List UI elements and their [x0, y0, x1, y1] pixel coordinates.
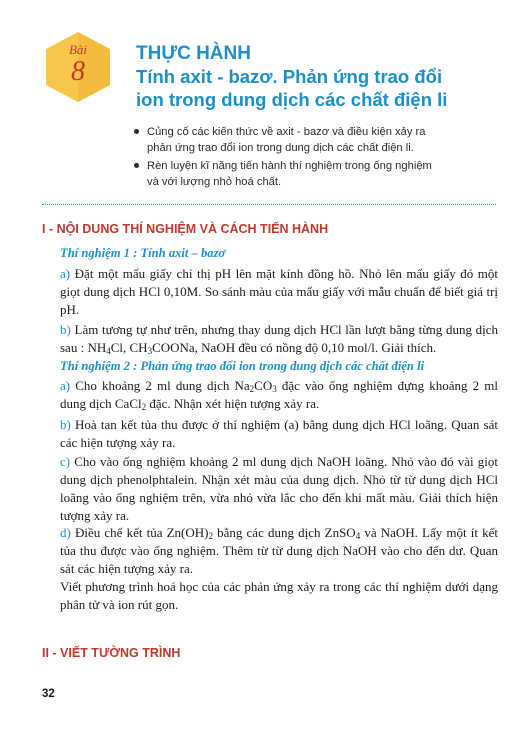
- step-text: bằng các dung dịch ZnSO: [212, 525, 356, 540]
- step-text: Cho khoảng 2 ml dung dịch Na: [75, 378, 250, 393]
- step-text: Hoà tan kết tủa thu được ở thí nghiệm (a) bằng dung dịch HCl loãng. Quan sát các hiện tượng xảy ra.: [60, 417, 499, 450]
- step-text: Điều chế kết tủa Zn(OH): [74, 525, 209, 540]
- step-text: đặc. Nhận xét hiện tượng xảy ra.: [146, 396, 320, 411]
- objective-line: và với lượng nhỏ hoá chất.: [147, 176, 282, 188]
- lesson-title: [136, 42, 516, 111]
- step-label: b): [60, 417, 71, 432]
- subscript: 4: [106, 346, 111, 356]
- bullet-icon: [134, 129, 139, 134]
- objective-line: Củng cố các kiến thức về axit - bazơ và điều kiện xảy ra: [147, 126, 426, 138]
- lesson-number: 8: [71, 56, 85, 87]
- title-line-3: ion trong dung dịch các chất điện li: [136, 89, 448, 110]
- objective-item: [134, 124, 474, 156]
- objective-line: Rèn luyện kĩ năng tiến hành thí nghiệm trong ống nghiệm: [147, 160, 432, 172]
- step-text: Cho vào ống nghiệm khoảng 2 ml dung dịch NaOH loãng. Nhỏ vào đó vài giọt dung dịch phenolphtalein. Nhận xét màu của dung dịch. Nhỏ từ từ dung dịch HCl loãng vào ống nghiệm trên, vừa nhỏ vừa lắc cho đến khi mất màu. Giải thích hiện tượng xảy ra.: [60, 454, 498, 523]
- bullet-icon: [134, 163, 139, 168]
- step-text: Đặt một mẩu giấy chỉ thị pH lên mặt kính đồng hồ. Nhỏ lên mẩu giấy đó một giọt dung dịch HCl 0,10M. So sánh màu của mẩu giấy với mẫu chuẩn để biết giá trị pH.: [60, 266, 499, 317]
- exp2-step-b: [60, 416, 498, 452]
- subscript: 3: [147, 346, 153, 356]
- step-text: và NaOH. Lấy một ít kết tủa thu được vào ống nghiệm. Thêm từ từ dung dịch NaOH vào cho đến dư. Quan sát các hiện tượng xảy ra.: [60, 525, 498, 576]
- step-label: a): [60, 378, 71, 393]
- subscript: 2: [208, 531, 213, 541]
- exp2-step-c: [60, 453, 498, 525]
- title-line-2: Tính axit - bazơ. Phản ứng trao đổi: [136, 66, 443, 87]
- lesson-badge: [44, 30, 112, 104]
- exp1-step-b: [60, 321, 498, 357]
- step-text: đặc vào ống nghiệm đựng khoảng 2 ml dung dịch CaCl: [60, 378, 499, 411]
- subscript: 2: [141, 402, 147, 412]
- objective-line: phản ứng trao đổi ion trong dung dịch các chất điện li.: [147, 142, 414, 154]
- experiment-2-heading: Thí nghiệm 2 : Phản ứng trao đổi ion trong dung dịch các chất điện li: [60, 359, 425, 373]
- section-2-heading: II - VIẾT TƯỜNG TRÌNH: [42, 646, 181, 660]
- title-line-1: THỰC HÀNH: [136, 43, 251, 64]
- step-label: d): [60, 525, 71, 540]
- subscript: 3: [272, 384, 277, 394]
- exp1-step-a: [60, 265, 498, 319]
- step-label: a): [60, 266, 71, 281]
- exp2-step-d: [60, 524, 498, 578]
- step-label: b): [60, 322, 71, 337]
- step-text: Làm tương tự như trên, nhưng thay dung dịch HCl lần lượt bằng từng dung dịch sau : NH: [60, 322, 499, 355]
- objectives-list: [134, 124, 474, 192]
- exp2-conclusion: Viết phương trình hoá học của các phản ứng xảy ra trong các thí nghiệm dưới dạng phân tử và ion rút gọn.: [60, 579, 498, 612]
- step-text: COONa, NaOH đều có nồng độ 0,10 mol/l. Giải thích.: [152, 340, 437, 355]
- divider: [42, 204, 496, 205]
- lesson-label: Bài: [68, 42, 88, 57]
- subscript: 4: [355, 531, 361, 541]
- step-text: CO: [254, 378, 273, 393]
- step-text: Cl, CH: [110, 340, 148, 355]
- section-1-heading: I - NỘI DUNG THÍ NGHIỆM VÀ CÁCH TIẾN HÀNH: [42, 222, 329, 236]
- exp2-step-a: [60, 377, 498, 413]
- subscript: 2: [249, 384, 255, 394]
- step-label: c): [60, 454, 71, 469]
- objective-item: [134, 158, 474, 190]
- experiment-1-heading: Thí nghiệm 1 : Tính axit – bazơ: [60, 246, 226, 260]
- page-number: 32: [42, 688, 55, 700]
